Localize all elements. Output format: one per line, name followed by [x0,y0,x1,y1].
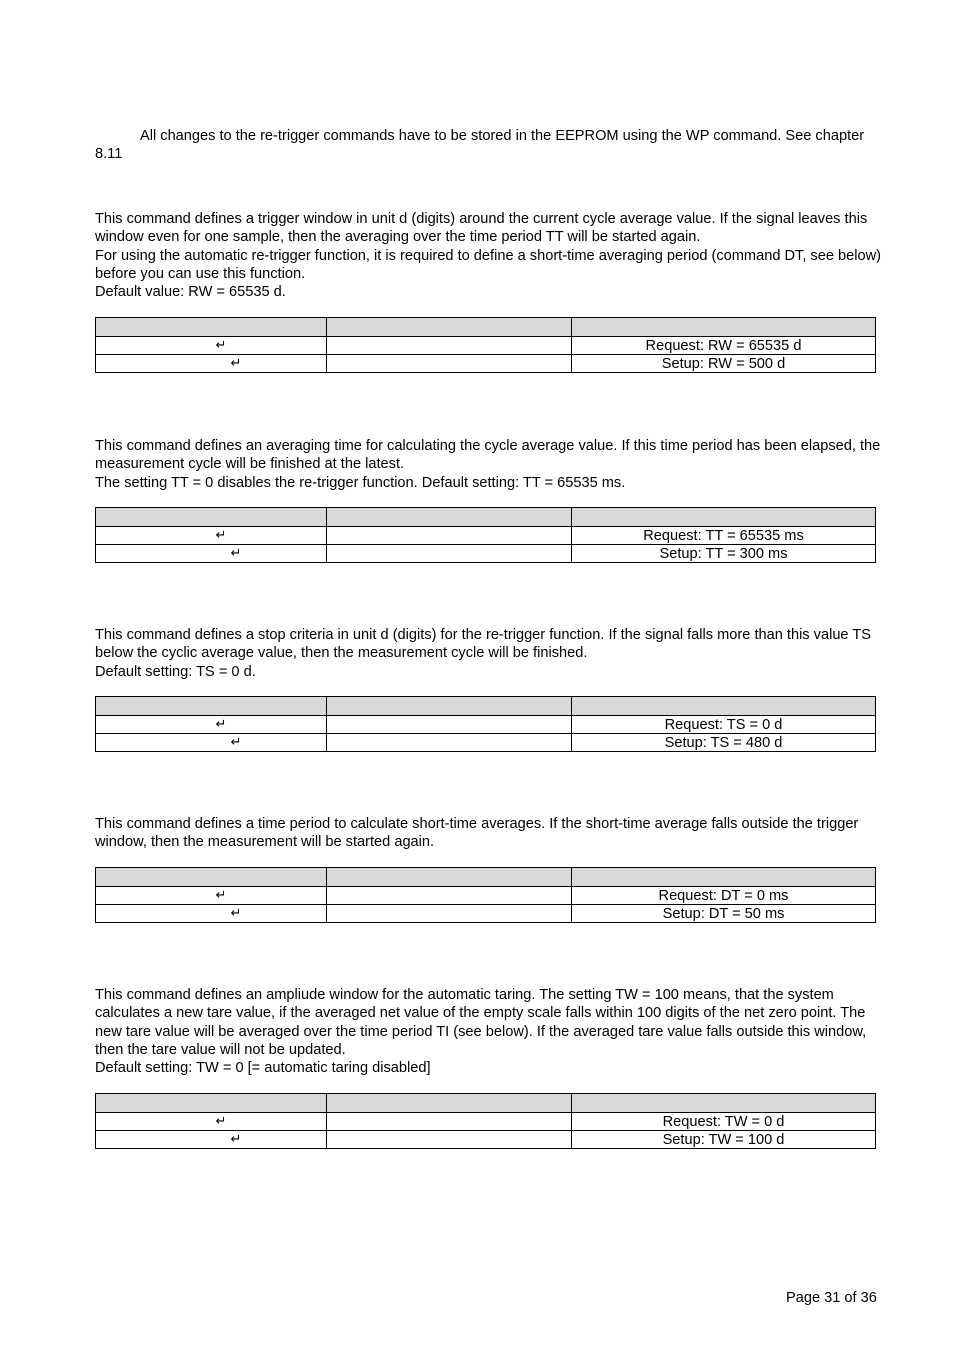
enter-key-icon: ↵ [230,356,242,371]
table-cell: Request: DT = 0 ms [572,887,876,905]
section-rw-description [95,210,890,301]
command-table-tt [95,507,876,563]
table-cell: Setup: TW = 100 d [572,1131,876,1149]
paragraph: Default setting: TS = 0 d. [95,663,256,680]
table-row [96,887,876,905]
table-cell: Setup: TS = 480 d [572,734,876,752]
paragraph: The setting TT = 0 disables the re-trigger function. Default setting: TT = 65535 ms. [95,474,626,491]
section-tt-description [95,437,890,492]
enter-key-icon: ↵ [215,528,227,543]
page-number: Page 31 of 36 [786,1290,877,1306]
command-table-dt [95,867,876,923]
section-tw-description [95,986,890,1077]
table-cell: Request: TW = 0 d [572,1113,876,1131]
command-table-rw [95,317,876,373]
table-cell: Request: TS = 0 d [572,716,876,734]
table-cell [327,887,572,905]
section-ts-description [95,626,890,681]
table-cell [96,1131,327,1149]
table-cell [327,1113,572,1131]
table-cell [96,716,327,734]
table-header-row [96,697,876,716]
table-row [96,355,876,373]
table-cell [327,905,572,923]
table-cell [96,545,327,563]
table-cell: Setup: DT = 50 ms [572,905,876,923]
table-cell [327,716,572,734]
table-cell: Request: RW = 65535 d [572,337,876,355]
table-cell [96,527,327,545]
paragraph: For using the automatic re-trigger function, it is required to define a short-time averaging period (command DT, see below) before you can use this function. [95,247,882,282]
table-cell [96,905,327,923]
enter-key-icon: ↵ [215,338,227,353]
paragraph: Default value: RW = 65535 d. [95,284,286,301]
table-cell [96,1113,327,1131]
table-cell [96,887,327,905]
table-cell [327,1131,572,1149]
command-table-tw [95,1093,876,1149]
table-row [96,716,876,734]
table-cell: Setup: RW = 500 d [572,355,876,373]
table-header-row [96,508,876,527]
table-cell [327,355,572,373]
command-table-ts [95,696,876,752]
table-cell [327,527,572,545]
paragraph: This command defines a trigger window in unit d (digits) around the current cycle average value. If the signal leaves this window even for one sample, then the averaging over the time period TT will be started again. [95,211,868,246]
table-cell [96,337,327,355]
enter-key-icon: ↵ [230,735,242,750]
table-header-row [96,868,876,887]
paragraph: This command defines an averaging time for calculating the cycle average value. If this time period has been elapsed, the measurement cycle will be finished at the latest. [95,438,881,473]
enter-key-icon: ↵ [230,546,242,561]
enter-key-icon: ↵ [230,906,242,921]
table-header-row [96,1094,876,1113]
paragraph: Default setting: TW = 0 [= automatic taring disabled] [95,1060,431,1077]
table-cell [327,545,572,563]
paragraph: This command defines an ampliude window for the automatic taring. The setting TW = 100 means, that the system calculates a new tare value, if the averaged net value of the empty scale falls within 100 digits of the net zero point. The new tare value will be averaged over the time period TI (see below). If the averaged tare value falls outside this window, then the tare value will not be updated. [95,987,867,1058]
table-row [96,1131,876,1149]
paragraph: This command defines a stop criteria in unit d (digits) for the re-trigger function. If the signal falls more than this value TS below the cyclic average value, then the measurement cycle will be finished. [95,627,871,662]
table-cell: Request: TT = 65535 ms [572,527,876,545]
table-row [96,905,876,923]
table-row [96,734,876,752]
enter-key-icon: ↵ [230,1132,242,1147]
table-row [96,545,876,563]
intro-note [95,127,895,164]
enter-key-icon: ↵ [215,1114,227,1129]
table-cell [96,734,327,752]
table-cell: Setup: TT = 300 ms [572,545,876,563]
table-cell [327,337,572,355]
table-row [96,1113,876,1131]
table-row [96,527,876,545]
paragraph: This command defines a time period to calculate short-time averages. If the short-time average falls outside the trigger window, then the measurement will be started again. [95,816,859,851]
enter-key-icon: ↵ [215,717,227,732]
intro-text: All changes to the re-trigger commands have to be stored in the EEPROM using the WP command. See chapter 8.11 [95,128,865,163]
section-dt-description [95,815,890,852]
table-cell [327,734,572,752]
table-row [96,337,876,355]
table-cell [96,355,327,373]
table-header-row [96,318,876,337]
enter-key-icon: ↵ [215,888,227,903]
